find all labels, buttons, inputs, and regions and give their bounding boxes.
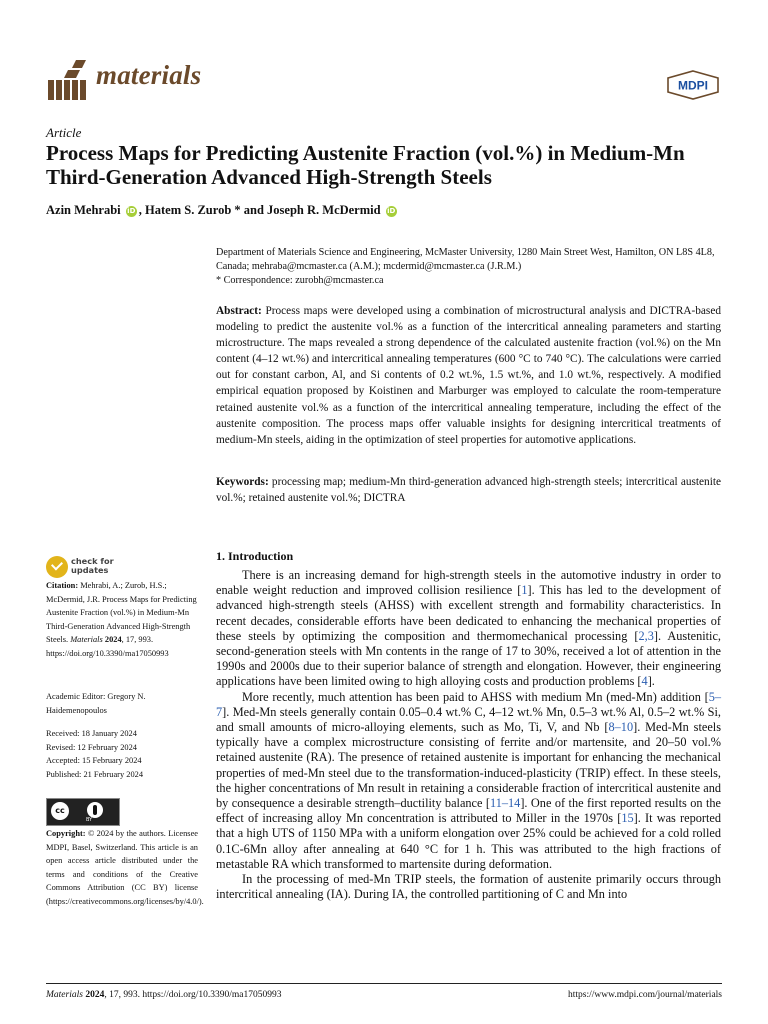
text-run: ]. This has led to the development of advanced high-strength steels (AHSS) with excellent strength and formability characteristics. In recent decades, considerable efforts have been dedicated to enhancing the mechanical properties of these steels by optimizing the composition and thermomechanical processing [ xyxy=(216,583,721,643)
keywords-text: processing map; medium-Mn third-generation advanced high-strength steels; intercritical austenite vol.%; retained austenite vol.%; DICTRA xyxy=(216,476,721,505)
citation-text: Mehrabi, A.; Zurob, H.S.; McDermid, J.R. Process Maps for Predicting Austenite Fraction (vol.%) in Medium-Mn Third-Generation Advanced High-Strength Steels. xyxy=(46,581,197,644)
orcid-icon[interactable]: iD xyxy=(127,207,136,215)
footer-doi[interactable]: , 17, 993. https://doi.org/10.3390/ma17050993 xyxy=(104,990,282,1000)
text-run: ]. xyxy=(647,674,655,689)
orcid-icon[interactable]: iD xyxy=(387,207,396,215)
academic-editor: Academic Editor: Gregory N. Haidemenopoulos xyxy=(46,692,146,715)
check-line-2: updates xyxy=(71,565,109,575)
attribution-icon xyxy=(87,802,103,818)
affiliation: Department of Materials Science and Engineering, McMaster University, 1280 Main Street West, Hamilton, ON L8S 4L8, Canada; mehraba@mcmaster.ca (A.M.); mcdermid@mcmaster.ca (J.R.M.) xyxy=(216,247,715,272)
citation-label: Citation: xyxy=(46,581,79,590)
footer-journal: Materials xyxy=(46,990,83,1000)
mdpi-logo-icon[interactable] xyxy=(666,70,720,100)
reference-link[interactable]: 5–7 xyxy=(216,689,721,719)
citation-block xyxy=(46,579,198,660)
citation-doi[interactable]: , 17, 993. https://doi.org/10.3390/ma17050993 xyxy=(46,635,169,658)
footer-citation xyxy=(46,990,282,1000)
cc-by-license-badge[interactable] xyxy=(46,798,120,826)
journal-name: materials xyxy=(96,60,202,90)
footer-journal-url[interactable]: https://www.mdpi.com/journal/materials xyxy=(568,990,722,1000)
abstract-label: Abstract: xyxy=(216,305,262,317)
copyright-block xyxy=(46,827,204,908)
text-run: ]. Med-Mn steels generally contain 0.05–0.4 wt.% C, 4–12 wt.% Mn, 0.5–3 wt.% Al, 0.5–2 wt.% Si, and small amounts of micro-alloying elements, such as Mo, Ti, V, and Nb [ xyxy=(216,704,721,735)
mdpi-logo-text: MDPI xyxy=(678,78,708,93)
author-names[interactable]: , Hatem S. Zurob * and Joseph R. McDermid xyxy=(138,203,381,217)
materials-logo-icon xyxy=(46,58,90,102)
text-run: ]. One of the first reported results on the effect of increasing alloy Mn concentration is attributed to Miller in the 1970s [ xyxy=(216,796,721,826)
correspondence: * Correspondence: zurobh@mcmaster.ca xyxy=(216,275,384,286)
author-list xyxy=(46,203,399,218)
text-run: ]. Med-Mn steels typically have a complex microstructure consisting of ferrite and/or martensite, and 20–50 vol.% retained austenite (RA). The presence of retained austenite is important for enhancing the mechanical properties of med-Mn steel due to the transformation-induced-plasticity (TRIP) effect. In these steels, the higher concentrations of Mn result in retaining a considerable fraction of intercritical austenite and by consequence a desirable strength–ductility balance [ xyxy=(216,720,721,811)
body-text xyxy=(216,568,721,902)
article-title: Process Maps for Predicting Austenite Fraction (vol.%) in Medium-Mn Third-Generation Advanced High-Strength Steels xyxy=(46,141,685,189)
citation-journal: Materials xyxy=(70,635,103,644)
copyright-label: Copyright: xyxy=(46,829,86,838)
published-date: Published: 21 February 2024 xyxy=(46,769,144,779)
revised-date: Revised: 12 February 2024 xyxy=(46,742,137,752)
paragraph xyxy=(216,690,721,872)
abstract xyxy=(216,303,721,448)
footer-year: 2024 xyxy=(85,990,105,1000)
citation-year: 2024 xyxy=(104,635,122,644)
dates-block xyxy=(46,727,198,781)
keywords xyxy=(216,474,721,506)
reference-link[interactable]: 4 xyxy=(641,674,648,689)
article-type: Article xyxy=(46,125,82,140)
reference-link[interactable]: 8–10 xyxy=(608,720,634,735)
text-run: There is an increasing demand for high-strength steels in the automotive industry in order to enable weight reduction and improved collision resilience [ xyxy=(216,568,721,598)
paragraph xyxy=(216,568,721,690)
cc-icon: cc xyxy=(51,802,69,820)
text-run: ]. Austenitic, second-generation steels with Mn contents in the range of 17 to 30%, received a lot of attention in the 1990s and 2000s due to their superior balance of strength and elongation. However, their engineering applications have been limited owing to high alloying costs and production problems [ xyxy=(216,628,721,689)
paragraph xyxy=(216,872,721,902)
copyright-text: © 2024 by the authors. Licensee MDPI, Basel, Switzerland. This article is an open access article distributed under the terms and conditions of the Creative Commons Attribution (CC BY) license (https://creativecommons.org/licenses/by/4.0/). xyxy=(46,829,204,906)
text-run: More recently, much attention has been paid to AHSS with medium Mn (med-Mn) addition [ xyxy=(242,689,709,704)
reference-link[interactable]: 11–14 xyxy=(490,796,521,811)
text-run: In the processing of med-Mn TRIP steels, the formation of austenite primarily occurs through intercritical annealing (IA). During IA, the controlled partitioning of C and Mn into xyxy=(216,872,721,902)
check-updates-label xyxy=(71,557,114,575)
check-updates-icon xyxy=(46,556,68,578)
author-name[interactable]: Azin Mehrabi xyxy=(46,203,121,217)
reference-link[interactable]: 1 xyxy=(521,583,528,598)
check-line-1: check for xyxy=(71,556,114,566)
reference-link[interactable]: 2,3 xyxy=(638,628,654,643)
text-run: ]. It was reported that a high UTS of 1150 MPa with a uniform elongation over 25% could be achieved for a cold rolled 0.1C-6Mn alloy after annealing at 640 °C for 1 h. This was attributed to the high fractions of metastable RA which transformed to martensite during deformation. xyxy=(216,811,721,871)
received-date: Received: 18 January 2024 xyxy=(46,729,137,738)
section-heading: 1. Introduction xyxy=(216,549,294,563)
reference-link[interactable]: 15 xyxy=(621,811,634,826)
keywords-label: Keywords: xyxy=(216,476,269,488)
by-label: BY xyxy=(86,817,93,823)
footer-divider xyxy=(46,983,722,984)
affiliation-block xyxy=(216,246,726,288)
accepted-date: Accepted: 15 February 2024 xyxy=(46,756,142,765)
abstract-text: Process maps were developed using a combination of microstructural analysis and DICTRA-based modeling to predict the austenite vol.% as a function of the intercritical annealing parameters and starting microstructure. The maps revealed a strong dependence of the calculated austenite fraction (vol.%) on the Mn content (4–12 wt.%) and intercritical annealing temperatures (600 °C to 740 °C). The calculations were carried out for constant carbon, Al, and Si contents of 0.2 wt.%, 1.5 wt.%, and 1.0 wt.%, respectively. A modified empirical equation proposed by Koistinen and Marburger was employed to calculate the room-temperature retained austenite vol.% as a function of the intercritical annealing temperature, including the effect of the austenite composition. The process maps offer valuable insights for designing intercritical treatments of medium-Mn steels, aiding in the optimization of steel properties for automotive applications. xyxy=(216,305,721,446)
